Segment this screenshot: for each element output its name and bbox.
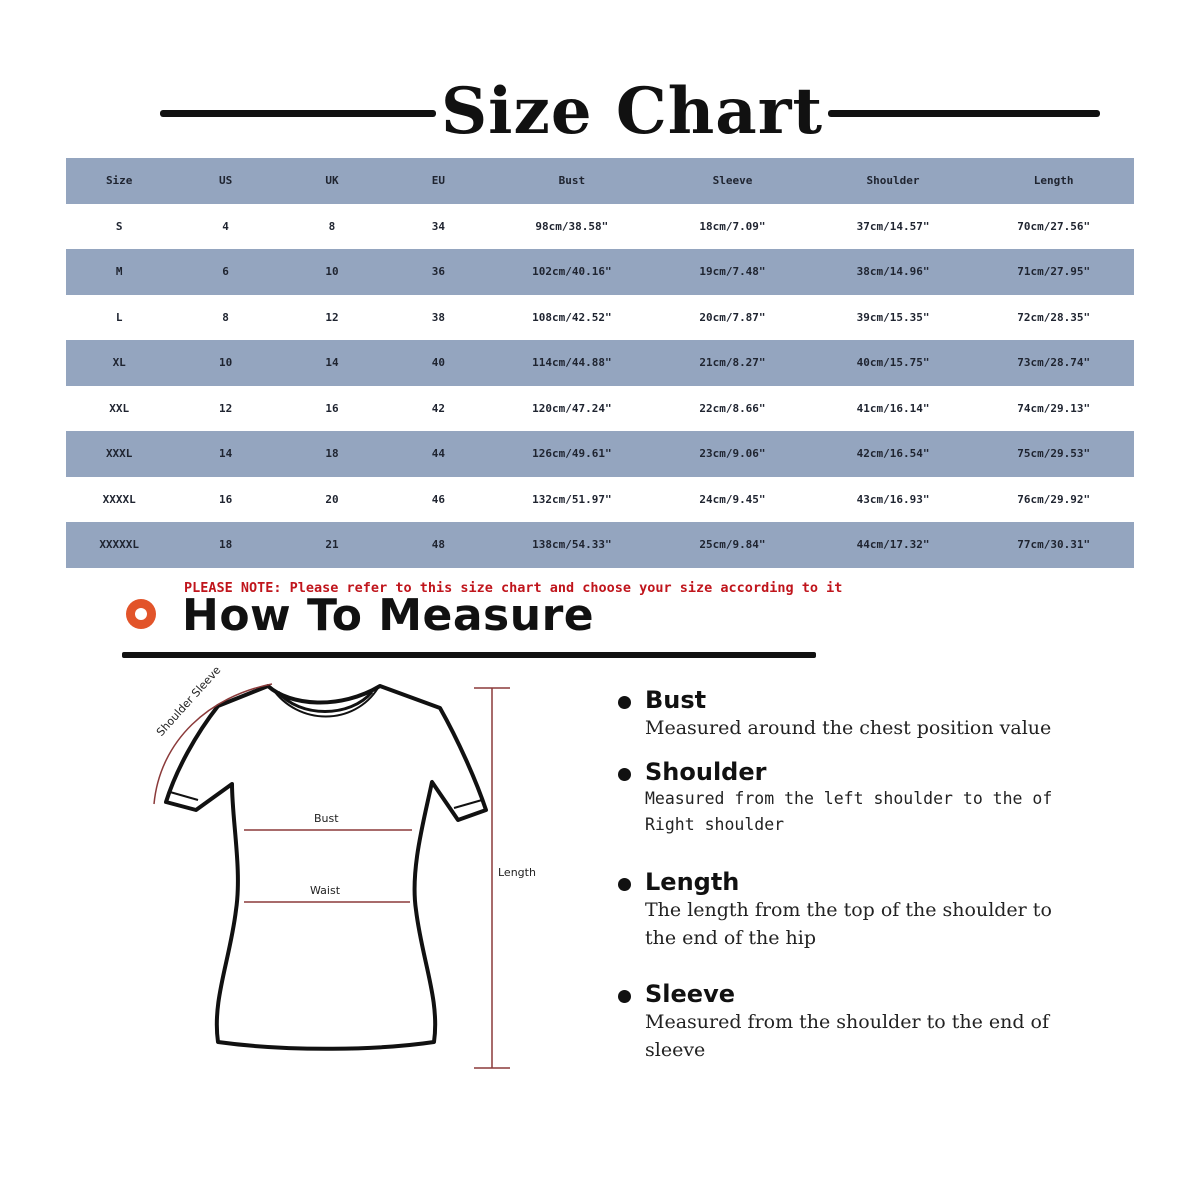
header-eu: EU bbox=[385, 158, 491, 204]
page-title: Size Chart bbox=[440, 74, 824, 149]
cell-us: 14 bbox=[172, 431, 278, 477]
cell-eu: 46 bbox=[385, 477, 491, 523]
cell-sleeve: 18cm/7.09" bbox=[652, 204, 813, 250]
cell-sleeve: 20cm/7.87" bbox=[652, 295, 813, 341]
cell-sleeve: 19cm/7.48" bbox=[652, 249, 813, 295]
bullet-dot-icon bbox=[618, 768, 631, 781]
cell-bust: 98cm/38.58" bbox=[492, 204, 653, 250]
cell-eu: 38 bbox=[385, 295, 491, 341]
cell-eu: 36 bbox=[385, 249, 491, 295]
cell-eu: 34 bbox=[385, 204, 491, 250]
cell-us: 12 bbox=[172, 386, 278, 432]
cell-bust: 108cm/42.52" bbox=[492, 295, 653, 341]
cell-bust: 120cm/47.24" bbox=[492, 386, 653, 432]
header-sleeve: Sleeve bbox=[652, 158, 813, 204]
bullet-dot-icon bbox=[618, 990, 631, 1003]
cell-us: 10 bbox=[172, 340, 278, 386]
definition-term: Shoulder bbox=[645, 758, 767, 786]
size-table bbox=[66, 158, 1134, 568]
table-row bbox=[66, 249, 1134, 295]
cell-size: XXXL bbox=[66, 431, 172, 477]
cell-shoulder: 39cm/15.35" bbox=[813, 295, 974, 341]
cell-length: 77cm/30.31" bbox=[973, 522, 1134, 568]
table-row bbox=[66, 204, 1134, 250]
cell-length: 75cm/29.53" bbox=[973, 431, 1134, 477]
cell-shoulder: 38cm/14.96" bbox=[813, 249, 974, 295]
waist-label: Waist bbox=[310, 884, 341, 897]
title-rule-left bbox=[160, 110, 436, 117]
cell-sleeve: 24cm/9.45" bbox=[652, 477, 813, 523]
cell-uk: 21 bbox=[279, 522, 385, 568]
measure-underline bbox=[122, 652, 816, 658]
cell-uk: 18 bbox=[279, 431, 385, 477]
cell-us: 4 bbox=[172, 204, 278, 250]
definition-term: Bust bbox=[645, 686, 707, 714]
definition-desc: Measured from the shoulder to the end of sleeve bbox=[645, 1011, 1050, 1061]
target-icon bbox=[126, 599, 156, 629]
cell-length: 74cm/29.13" bbox=[973, 386, 1134, 432]
header-us: US bbox=[172, 158, 278, 204]
sleeve-hem-left bbox=[170, 792, 198, 800]
cell-uk: 14 bbox=[279, 340, 385, 386]
definition-desc: Measured around the chest position value bbox=[645, 717, 1052, 739]
title-row bbox=[160, 74, 1100, 149]
cell-size: XXXXL bbox=[66, 477, 172, 523]
table-row bbox=[66, 386, 1134, 432]
shirt-body bbox=[166, 686, 486, 1049]
table-row bbox=[66, 522, 1134, 568]
cell-sleeve: 21cm/8.27" bbox=[652, 340, 813, 386]
size-note: PLEASE NOTE: Please refer to this size chart and choose your size according to it bbox=[184, 580, 843, 596]
cell-shoulder: 40cm/15.75" bbox=[813, 340, 974, 386]
cell-uk: 16 bbox=[279, 386, 385, 432]
cell-sleeve: 23cm/9.06" bbox=[652, 431, 813, 477]
cell-size: M bbox=[66, 249, 172, 295]
cell-shoulder: 42cm/16.54" bbox=[813, 431, 974, 477]
cell-length: 71cm/27.95" bbox=[973, 249, 1134, 295]
table-header-row bbox=[66, 158, 1134, 204]
table-row bbox=[66, 477, 1134, 523]
bullet-dot-icon bbox=[618, 696, 631, 709]
definition-desc: Measured from the left shoulder to the of Right shoulder bbox=[645, 789, 1053, 834]
cell-eu: 48 bbox=[385, 522, 491, 568]
cell-length: 72cm/28.35" bbox=[973, 295, 1134, 341]
cell-us: 8 bbox=[172, 295, 278, 341]
shirt-diagram bbox=[140, 663, 560, 1080]
cell-bust: 138cm/54.33" bbox=[492, 522, 653, 568]
cell-bust: 132cm/51.97" bbox=[492, 477, 653, 523]
cell-shoulder: 43cm/16.93" bbox=[813, 477, 974, 523]
cell-bust: 102cm/40.16" bbox=[492, 249, 653, 295]
bust-label: Bust bbox=[314, 812, 339, 825]
cell-us: 18 bbox=[172, 522, 278, 568]
cell-shoulder: 41cm/16.14" bbox=[813, 386, 974, 432]
header-bust: Bust bbox=[492, 158, 653, 204]
definition-term: Length bbox=[645, 868, 740, 896]
cell-size: XXL bbox=[66, 386, 172, 432]
cell-size: L bbox=[66, 295, 172, 341]
definition-term: Sleeve bbox=[645, 980, 735, 1008]
cell-sleeve: 22cm/8.66" bbox=[652, 386, 813, 432]
shirt-outline-icon bbox=[140, 670, 560, 1080]
table-row bbox=[66, 431, 1134, 477]
cell-length: 70cm/27.56" bbox=[973, 204, 1134, 250]
cell-us: 16 bbox=[172, 477, 278, 523]
cell-size: XL bbox=[66, 340, 172, 386]
cell-uk: 12 bbox=[279, 295, 385, 341]
cell-size: XXXXXL bbox=[66, 522, 172, 568]
bullet-dot-icon bbox=[618, 878, 631, 891]
title-rule-right bbox=[828, 110, 1100, 117]
table-row bbox=[66, 340, 1134, 386]
shoulder-sleeve-label: Shoulder Sleeve bbox=[154, 663, 224, 739]
cell-us: 6 bbox=[172, 249, 278, 295]
header-size: Size bbox=[66, 158, 172, 204]
header-length: Length bbox=[973, 158, 1134, 204]
length-label: Length bbox=[498, 866, 536, 879]
definition-desc: The length from the top of the shoulder to the end of the hip bbox=[645, 899, 1052, 949]
cell-length: 73cm/28.74" bbox=[973, 340, 1134, 386]
cell-bust: 114cm/44.88" bbox=[492, 340, 653, 386]
cell-shoulder: 37cm/14.57" bbox=[813, 204, 974, 250]
header-shoulder: Shoulder bbox=[813, 158, 974, 204]
cell-shoulder: 44cm/17.32" bbox=[813, 522, 974, 568]
cell-eu: 42 bbox=[385, 386, 491, 432]
table-row bbox=[66, 295, 1134, 341]
how-to-measure-title: How To Measure bbox=[182, 590, 595, 641]
sleeve-hem-right bbox=[454, 800, 482, 808]
cell-eu: 40 bbox=[385, 340, 491, 386]
cell-sleeve: 25cm/9.84" bbox=[652, 522, 813, 568]
cell-uk: 20 bbox=[279, 477, 385, 523]
cell-uk: 10 bbox=[279, 249, 385, 295]
cell-size: S bbox=[66, 204, 172, 250]
cell-eu: 44 bbox=[385, 431, 491, 477]
cell-length: 76cm/29.92" bbox=[973, 477, 1134, 523]
header-uk: UK bbox=[279, 158, 385, 204]
cell-bust: 126cm/49.61" bbox=[492, 431, 653, 477]
cell-uk: 8 bbox=[279, 204, 385, 250]
